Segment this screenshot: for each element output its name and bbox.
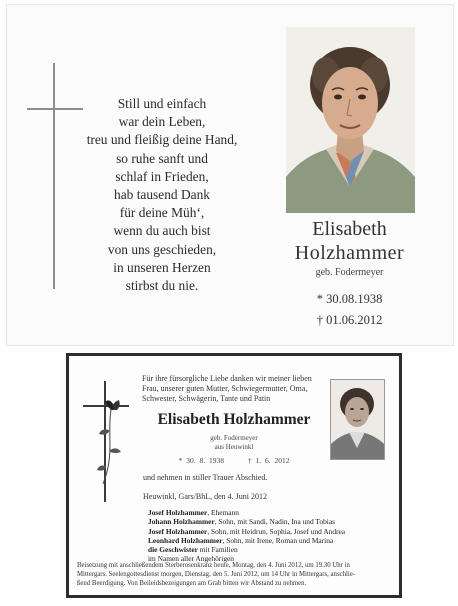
portrait-icon	[286, 27, 415, 213]
memorial-card-top	[6, 4, 454, 346]
cross-icon-vertical	[53, 63, 55, 289]
poem-line: war dein Leben,	[118, 114, 206, 130]
family-member	[148, 517, 378, 526]
poem-line: von uns geschieden,	[107, 241, 217, 257]
portrait-photo-small	[330, 379, 385, 460]
maiden-name: geb. Fodermeyer	[210, 434, 258, 442]
last-name: Holzhammer	[294, 242, 405, 264]
farewell-text: und nehmen in stiller Trauer Abschied.	[143, 473, 268, 482]
obituary-notice	[66, 353, 402, 598]
family-member-name: Leonhard Holzhammer	[148, 535, 223, 545]
poem-line: hab tausend Dank	[114, 187, 210, 203]
family-member-relation: im Namen aller Angehörigen	[148, 554, 234, 564]
origin: aus Heuwinkl	[214, 443, 254, 451]
family-member	[148, 536, 378, 545]
family-member-name: Johann Holzhammer	[148, 517, 215, 527]
family-member-name: Josef Holzhammer	[148, 526, 208, 536]
death-date: † 01.06.2012	[316, 313, 383, 327]
funeral-details-line: Beisetzung mit anschließendem Sterberosenkranz heute, Montag, den 4. Juni 2012, um 19.30 Uhr in	[77, 562, 350, 569]
family-member	[148, 508, 378, 517]
poem-line: so ruhe sanft und	[116, 150, 208, 166]
funeral-details-line: Mittergars. Seelengottesdienst morgen, Dienstag, den 5. Juni 2012, um 14 Uhr in Mittergars, anschlie-	[77, 571, 356, 578]
poem-line: Still und einfach	[117, 96, 207, 111]
poem-line: schlaf in Frieden,	[115, 168, 209, 184]
death-date: † 1. 6. 2012	[247, 456, 290, 465]
portrait-icon	[331, 380, 384, 459]
intro-text	[142, 374, 332, 404]
funeral-details	[77, 561, 399, 588]
family-member-name: Josef Holzhammer	[148, 508, 208, 517]
intro-line: Frau, unserer guten Mutter, Schwiegermutter, Oma,	[142, 384, 308, 393]
first-name: Elisabeth	[312, 218, 387, 240]
poem-line: treu und fleißig deine Hand,	[86, 132, 238, 148]
rose-icon	[89, 394, 129, 494]
family-member-relation: mit Familien	[197, 545, 238, 555]
family-member-relation: , Sohn, mit Irene, Roman und Marina	[222, 535, 334, 545]
family-member-name: die Geschwister	[148, 545, 198, 555]
family-member-relation: , Sohn, mit Sandi, Nadin, Ina und Tobias	[214, 517, 335, 527]
birth-date: * 30. 8. 1938	[178, 456, 224, 465]
life-dates	[135, 456, 333, 465]
intro-line: Schwester, Schwägerin, Tante und Patin	[142, 394, 271, 403]
family-member-relation: , Ehemann	[207, 508, 239, 517]
funeral-details-line: ßend Beerdigung. Von Beileidsbezeigungen am Grab bitten wir Abstand zu nehmen.	[77, 580, 307, 587]
maiden-block	[135, 434, 333, 452]
intro-line: Für ihre fürsorgliche Liebe danken wir meiner lieben	[142, 374, 312, 383]
family-member	[148, 545, 378, 554]
birth-date: * 30.08.1938	[316, 292, 383, 306]
poem	[67, 95, 257, 295]
poem-line: stirbst du nie.	[125, 278, 199, 294]
maiden-name: geb. Fodermeyer	[315, 267, 384, 278]
poem-line: wenn du auch bist	[113, 223, 211, 239]
family-list	[148, 508, 378, 564]
poem-line: für deine Müh‘,	[119, 205, 205, 221]
place-date: Heuwinkl, Gars/BhL, den 4. Juni 2012	[143, 492, 267, 501]
family-member	[148, 527, 378, 536]
deceased-name: Elisabeth Holzhammer	[157, 411, 311, 428]
poem-line: in unseren Herzen	[113, 259, 211, 275]
portrait-photo	[286, 27, 415, 213]
family-member-relation: , Sohn, mit Heidrun, Sophia, Josef und Andrea	[207, 526, 346, 536]
